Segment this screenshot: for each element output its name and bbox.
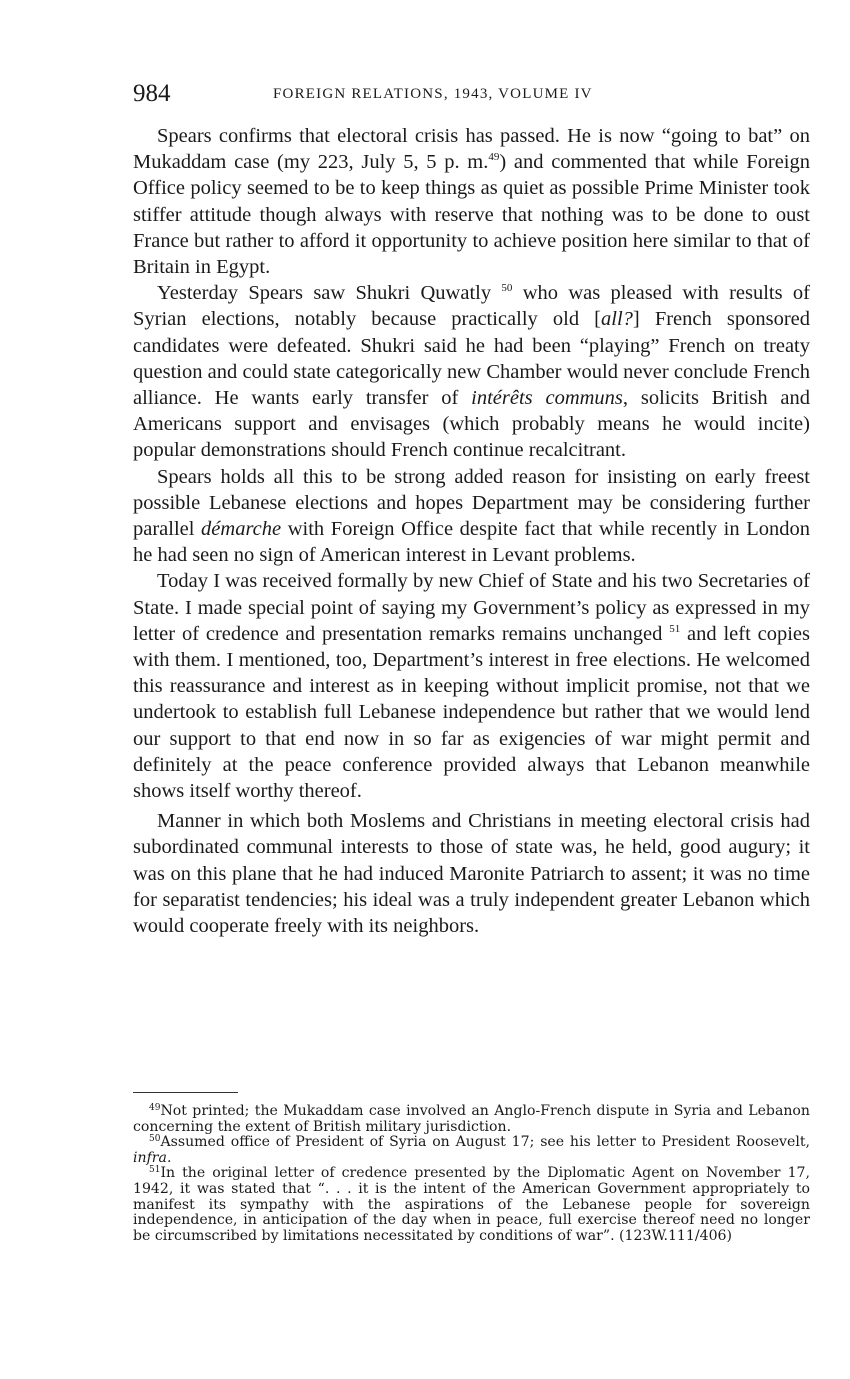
footnote-number: 50 bbox=[149, 1134, 161, 1145]
paragraph-2-text-c: ] French sponsored candidates were defeated. Shukri said he had been “playing” French on treaty question and could state categorically new Chamber would never conclude French alliance. He wants early transfer of bbox=[133, 308, 810, 410]
paragraph-3 bbox=[133, 464, 810, 569]
paragraph-2 bbox=[133, 280, 810, 463]
footnote-49 bbox=[133, 1104, 810, 1135]
paragraph-1-text-a: Spears confirms that electoral crisis has passed. He is now “going to bat” on Mukaddam case (my 223, July 5, 5 p. m. bbox=[133, 125, 810, 174]
paragraph-3-text-b: with Foreign Office despite fact that while recently in London he had seen no sign of American interest in Levant problems. bbox=[133, 518, 810, 567]
footnote-ref-49: 49 bbox=[488, 151, 500, 164]
paragraph-2-text-a: Yesterday Spears saw Shukri Quwatly bbox=[157, 282, 502, 305]
paragraph-4 bbox=[133, 568, 810, 804]
footnote-ref-50: 50 bbox=[501, 282, 513, 295]
paragraph-4-text-a: Today I was received formally by new Chief of State and his two Secretaries of State. I made special point of saying my Government’s policy as expressed in my letter of credence and presentation remarks remains unchanged bbox=[133, 570, 810, 645]
footnote-text: In the original letter of credence presented by the Diplomatic Agent on November 17, 1942, it was stated that “. . . it is the intent of the American Government appropriately to manifest its sympathy with the aspirations of the Lebanese people for sovereign independence, in anticipation of the day when in peace, full exercise thereof need no longer be circumscribed by limitations necessitated by conditions of war”. (123W.111/406) bbox=[133, 1165, 810, 1244]
footnote-50 bbox=[133, 1135, 810, 1166]
footnote-text-end: . bbox=[166, 1149, 172, 1166]
paragraph-5: Manner in which both Moslems and Christians in meeting electoral crisis had subordinated communal interests to those of state was, he held, good augury; it was on this plane that he had induced Maronite Patriarch to assent; it was no time for separatist tendencies; his ideal was a truly independent greater Lebanon which would cooperate freely with its neighbors. bbox=[133, 810, 810, 938]
footnote-51 bbox=[133, 1166, 810, 1244]
italic-phrase: démarche bbox=[201, 518, 282, 541]
footnote-italic: infra bbox=[133, 1149, 167, 1166]
paragraph-4-text-b: and left copies with them. I mentioned, too, Department’s interest in free elections. He welcomed this reassurance and interest as in keeping without implicit promise, not that we undertook to establish full Lebanese independence but rather that we would lend our support to that end now in so far as exigencies of war might permit and definitely at the peace conference provided always that Lebanon meanwhile shows itself worthy thereof. bbox=[133, 622, 810, 803]
footnote-text: Assumed office of President of Syria on August 17; see his letter to President Roosevelt, bbox=[160, 1134, 810, 1151]
italic-phrase: intérêts communs bbox=[471, 387, 623, 410]
paragraph-2-text-b: who was pleased with results of Syrian elections, notably because practically old [ bbox=[133, 282, 810, 331]
paragraph-3-text-a: Spears holds all this to be strong added reason for insisting on early freest possible Lebanese elections and hopes Department may be considering further parallel bbox=[133, 465, 810, 541]
editorial-insertion: all? bbox=[601, 308, 633, 331]
page-number: 984 bbox=[133, 80, 171, 107]
page-header bbox=[133, 80, 813, 110]
paragraph-1 bbox=[133, 123, 810, 280]
footnotes bbox=[133, 1104, 810, 1244]
footnote-divider bbox=[133, 1092, 238, 1093]
footnote-number: 49 bbox=[149, 1103, 161, 1113]
footnote-number: 51 bbox=[149, 1165, 161, 1176]
paragraph-2-text-d: , solicits British and Americans support and envisages (which probably means he would incite) popular demonstrations should French continue recalcitrant. bbox=[133, 387, 810, 462]
running-head: FOREIGN RELATIONS, 1943, VOLUME IV bbox=[273, 86, 593, 102]
footnote-ref-51: 51 bbox=[669, 622, 681, 635]
paragraph-1-text-b: ) and commented that while Foreign Office policy seemed to be to keep things as quiet as possible Prime Minister took stiffer attitude though always with reserve that nothing was to be done to oust France but rather to afford it opportunity to achieve position here similar to that of Britain in Egypt. bbox=[133, 151, 810, 279]
body-text bbox=[133, 123, 810, 939]
footnote-text: Not printed; the Mukaddam case involved an Anglo-French dispute in Syria and Lebanon concerning the extent of British military jurisdiction. bbox=[133, 1103, 810, 1135]
